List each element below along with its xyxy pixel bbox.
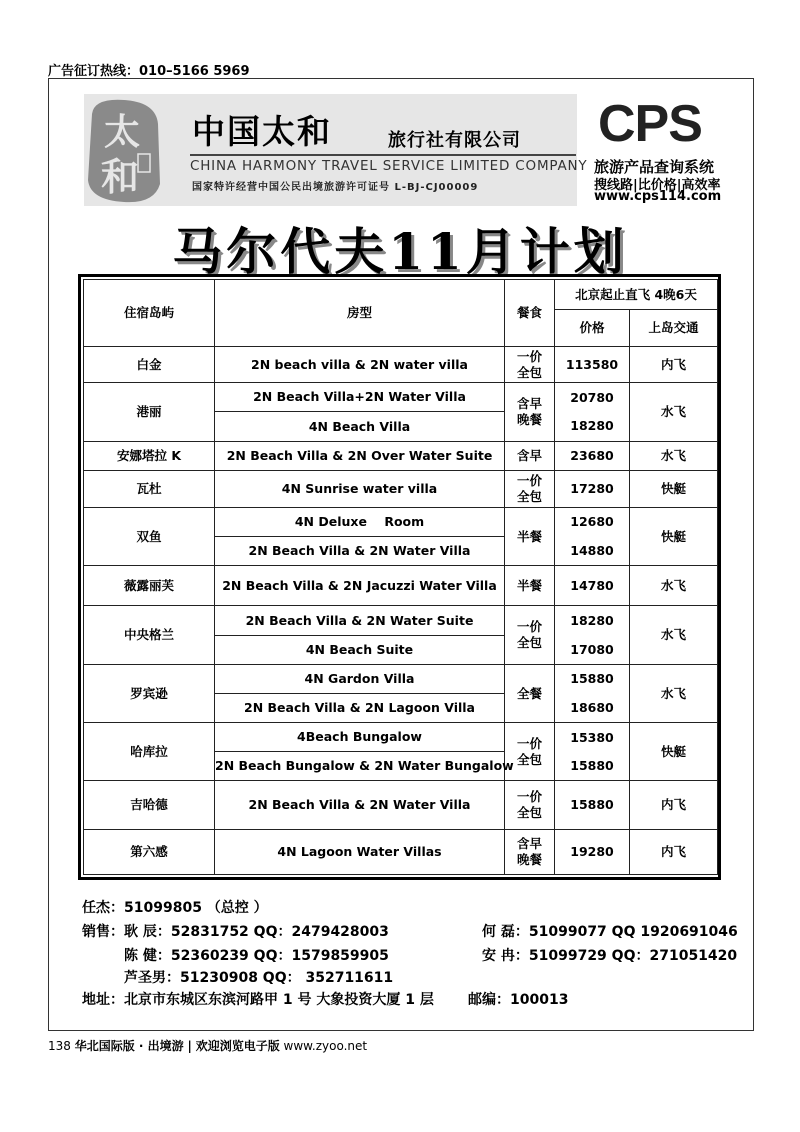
meal-cell: 一价 全包 [505,470,555,507]
island-cell: 港丽 [84,383,215,441]
price-cell: 12680 [555,507,630,536]
table-row [84,606,718,635]
transfer-cell: 水飞 [630,383,718,441]
footer [48,1037,367,1054]
price-cell: 18280 [555,606,630,635]
meal-cell: 一价 全包 [505,347,555,383]
room-cell: 2N Beach Bungalow & 2N Water Bungalow [215,752,505,781]
transfer-cell: 水飞 [630,606,718,664]
plan-table-frame [78,274,721,880]
cps-title: 旅游产品查询系统 [594,158,715,176]
price-cell: 113580 [555,347,630,383]
transfer-cell: 内飞 [630,829,718,874]
room-cell: 4N Beach Suite [215,635,505,664]
transfer-cell: 快艇 [630,507,718,565]
license-number: 国家特许经营中国公民出境旅游许可证号 L-BJ-CJ00009 [192,182,479,193]
price-cell: 15880 [555,664,630,693]
meal-cell: 含早 晚餐 [505,829,555,874]
meal-cell: 含早 [505,441,555,470]
footer-divider: | [187,1039,192,1053]
room-cell: 4N Beach Villa [215,412,505,441]
room-cell: 4N Sunrise water villa [215,470,505,507]
price-cell: 15880 [555,781,630,829]
contact-line-2-left: 销售：耿 辰：52831752 QQ：2479428003 [82,924,389,940]
postcode: 邮编：100013 [468,992,569,1008]
meal-cell: 半餐 [505,507,555,565]
table-row [84,566,718,606]
seal-char-2: 和 [100,154,140,199]
room-cell: 4N Gardon Villa [215,664,505,693]
meal-cell: 一价 全包 [505,606,555,664]
price-cell: 14880 [555,537,630,566]
meal-cell: 全餐 [505,664,555,722]
contact-line-2-right: 何 磊：51099077 QQ 1920691046 [482,924,738,940]
contact-line-3-right: 安 冉：51099729 QQ：271051420 [482,948,738,964]
header-meal: 餐食 [505,280,555,347]
price-cell: 18680 [555,693,630,722]
cps-logo: CPS [598,95,702,153]
header-transfer: 上岛交通 [630,310,718,347]
price-cell: 23680 [555,441,630,470]
island-cell: 安娜塔拉 K [84,441,215,470]
island-cell: 薇露丽芙 [84,566,215,606]
footer-section: 华北国际版 · 出境游 [74,1039,184,1053]
island-cell: 瓦杜 [84,470,215,507]
room-cell: 2N Beach Villa & 2N Jacuzzi Water Villa [215,566,505,606]
cps-url: www.cps114.com [594,189,722,204]
table-row [84,781,718,829]
contact-line-1: 任杰：51099805 （总控 ） [82,900,268,916]
contact-line-4: 芦圣男：51230908 QQ： 352711611 [124,970,394,986]
contact-line-3-left: 陈 健：52360239 QQ：1579859905 [124,948,389,964]
room-cell: 4N Lagoon Water Villas [215,829,505,874]
island-cell: 吉哈德 [84,781,215,829]
price-cell: 15380 [555,723,630,752]
island-cell: 第六感 [84,829,215,874]
header-flight-group: 北京起止直飞 4晚6天 [555,280,718,310]
table-row [84,441,718,470]
island-cell: 白金 [84,347,215,383]
room-cell: 2N Beach Villa & 2N Water Villa [215,537,505,566]
room-cell: 2N beach villa & 2N water villa [215,347,505,383]
price-cell: 18280 [555,412,630,441]
page-number: 138 [48,1039,71,1053]
island-cell: 中央格兰 [84,606,215,664]
table-row [84,347,718,383]
room-cell: 4Beach Bungalow [215,723,505,752]
company-seal-logo [84,94,162,206]
footer-url[interactable]: www.zyoo.net [283,1039,368,1053]
room-cell: 2N Beach Villa & 2N Water Villa [215,781,505,829]
transfer-cell: 内飞 [630,781,718,829]
address: 地址：北京市东城区东滨河路甲 1 号 大象投资大厦 1 层 [82,992,434,1008]
transfer-cell: 快艇 [630,470,718,507]
price-cell: 17280 [555,470,630,507]
price-cell: 20780 [555,383,630,412]
plan-table-body [84,347,718,875]
plan-table [83,279,718,875]
transfer-cell: 水飞 [630,441,718,470]
meal-cell: 一价 全包 [505,723,555,781]
meal-cell: 一价 全包 [505,781,555,829]
footer-promo: 欢迎浏览电子版 [195,1039,280,1053]
transfer-cell: 内飞 [630,347,718,383]
meal-cell: 含早 晚餐 [505,383,555,441]
room-cell: 2N Beach Villa & 2N Lagoon Villa [215,693,505,722]
room-cell: 2N Beach Villa & 2N Over Water Suite [215,441,505,470]
page-title: 马尔代夫11月计划 [172,222,628,281]
header-price: 价格 [555,310,630,347]
meal-cell: 半餐 [505,566,555,606]
room-cell: 2N Beach Villa & 2N Water Suite [215,606,505,635]
price-cell: 14780 [555,566,630,606]
company-name-en: CHINA HARMONY TRAVEL SERVICE LIMITED COMPANY [190,154,576,174]
transfer-cell: 水飞 [630,566,718,606]
seal-char-1: 太 [103,111,141,153]
header-island: 住宿岛屿 [84,280,215,347]
transfer-cell: 快艇 [630,723,718,781]
table-row [84,470,718,507]
price-cell: 15880 [555,752,630,781]
table-row [84,383,718,412]
island-cell: 哈库拉 [84,723,215,781]
table-row [84,664,718,693]
island-cell: 罗宾逊 [84,664,215,722]
room-cell: 4N Deluxe Room [215,507,505,536]
header-room: 房型 [215,280,505,347]
cps-tagline: 搜线路|比价格|高效率 [594,178,721,193]
island-cell: 双鱼 [84,507,215,565]
price-cell: 17080 [555,635,630,664]
table-row [84,723,718,752]
company-name-cn-suffix: 旅行社有限公司 [388,130,521,151]
room-cell: 2N Beach Villa+2N Water Villa [215,383,505,412]
ad-hotline: 广告征订热线：010–5166 5969 [48,64,250,79]
transfer-cell: 水飞 [630,664,718,722]
price-cell: 19280 [555,829,630,874]
company-name-cn: 中国太和 [192,112,332,151]
table-row [84,829,718,874]
table-row [84,507,718,536]
